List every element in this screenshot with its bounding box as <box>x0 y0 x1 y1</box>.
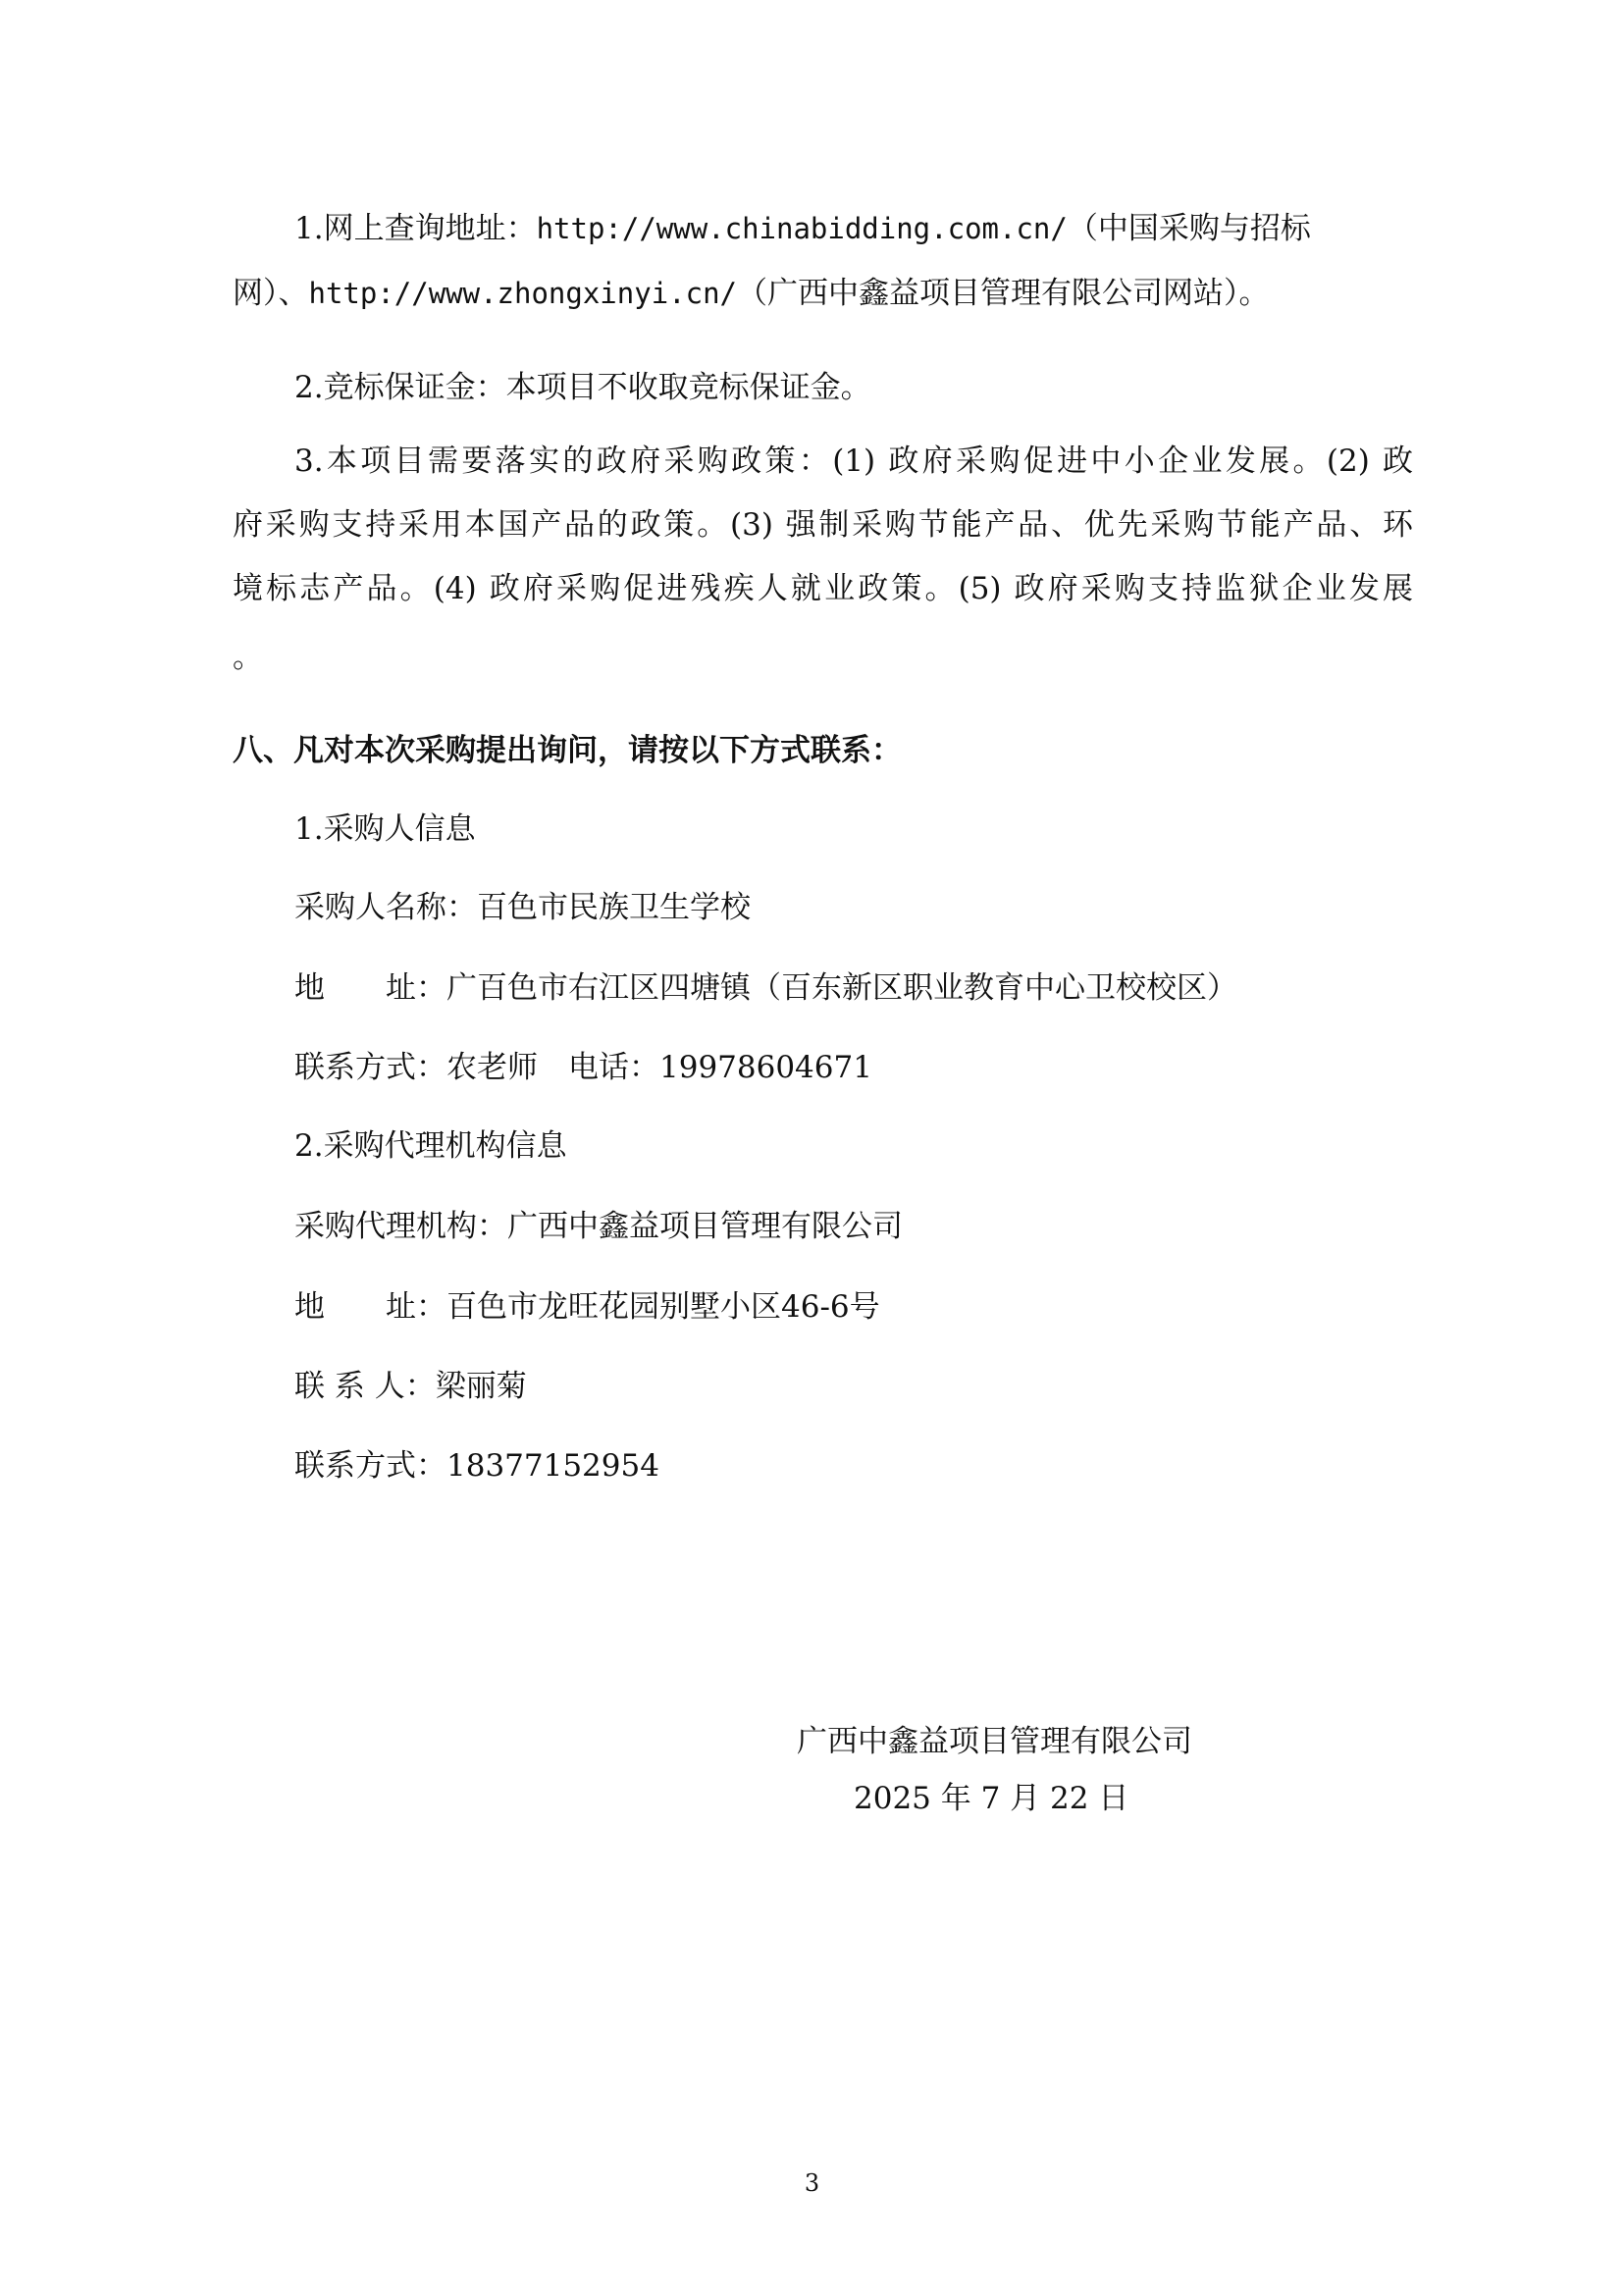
agency-person-label: 联 系 人： <box>294 1369 436 1404</box>
purchaser-address-label: 地 址： <box>294 970 446 1006</box>
query-address-prefix: 1.网上查询地址： <box>294 211 537 246</box>
agency-person: 梁丽菊 <box>435 1369 527 1404</box>
query-address-line-1 <box>294 209 1311 248</box>
agency-phone: 联系方式：18377152954 <box>294 1448 659 1484</box>
agency-address-line <box>294 1287 880 1327</box>
purchaser-info-title: 1.采购人信息 <box>294 811 476 847</box>
purchaser-address: 广百色市右江区四塘镇（百东新区职业教育中心卫校校区） <box>446 970 1237 1006</box>
purchaser-address-line <box>294 968 1237 1008</box>
zhongxinyi-url[interactable]: http://www.zhongxinyi.cn/ <box>308 277 737 310</box>
agency-info-title: 2.采购代理机构信息 <box>294 1128 567 1164</box>
query-address-line2-prefix: 网）、 <box>233 276 309 311</box>
signature-date: 2025 年 7 月 22 日 <box>854 1781 1129 1816</box>
policy-line-1: 3.本项目需要落实的政府采购政策：(1) 政府采购促进中小企业发展。(2) 政 <box>294 443 1413 479</box>
chinabidding-site-name: （中国采购与招标 <box>1067 211 1311 246</box>
agency-address: 百色市龙旺花园别墅小区46-6号 <box>446 1289 880 1325</box>
purchaser-name: 采购人名称：百色市民族卫生学校 <box>294 890 751 925</box>
agency-name: 采购代理机构：广西中鑫益项目管理有限公司 <box>294 1209 903 1244</box>
contact-section-heading: 八、凡对本次采购提出询问，请按以下方式联系： <box>233 733 902 768</box>
chinabidding-url[interactable]: http://www.chinabidding.com.cn/ <box>536 212 1068 245</box>
agency-address-label: 地 址： <box>294 1289 446 1325</box>
page-number: 3 <box>804 2169 820 2197</box>
zhongxinyi-site-name: （广西中鑫益项目管理有限公司网站）。 <box>737 276 1270 311</box>
policy-line-2: 府采购支持采用本国产品的政策。(3) 强制采购节能产品、优先采购节能产品、环 <box>233 507 1413 543</box>
query-address-line-2 <box>233 274 1270 313</box>
bid-deposit-line: 2.竞标保证金：本项目不收取竞标保证金。 <box>294 370 871 405</box>
policy-line-3: 境标志产品。(4) 政府采购促进残疾人就业政策。(5) 政府采购支持监狱企业发展 <box>233 571 1413 606</box>
agency-person-line <box>294 1367 527 1406</box>
signature-company: 广西中鑫益项目管理有限公司 <box>797 1724 1192 1759</box>
policy-line-4: 。 <box>233 640 263 675</box>
purchaser-contact: 联系方式：农老师 电话：19978604671 <box>294 1050 872 1085</box>
